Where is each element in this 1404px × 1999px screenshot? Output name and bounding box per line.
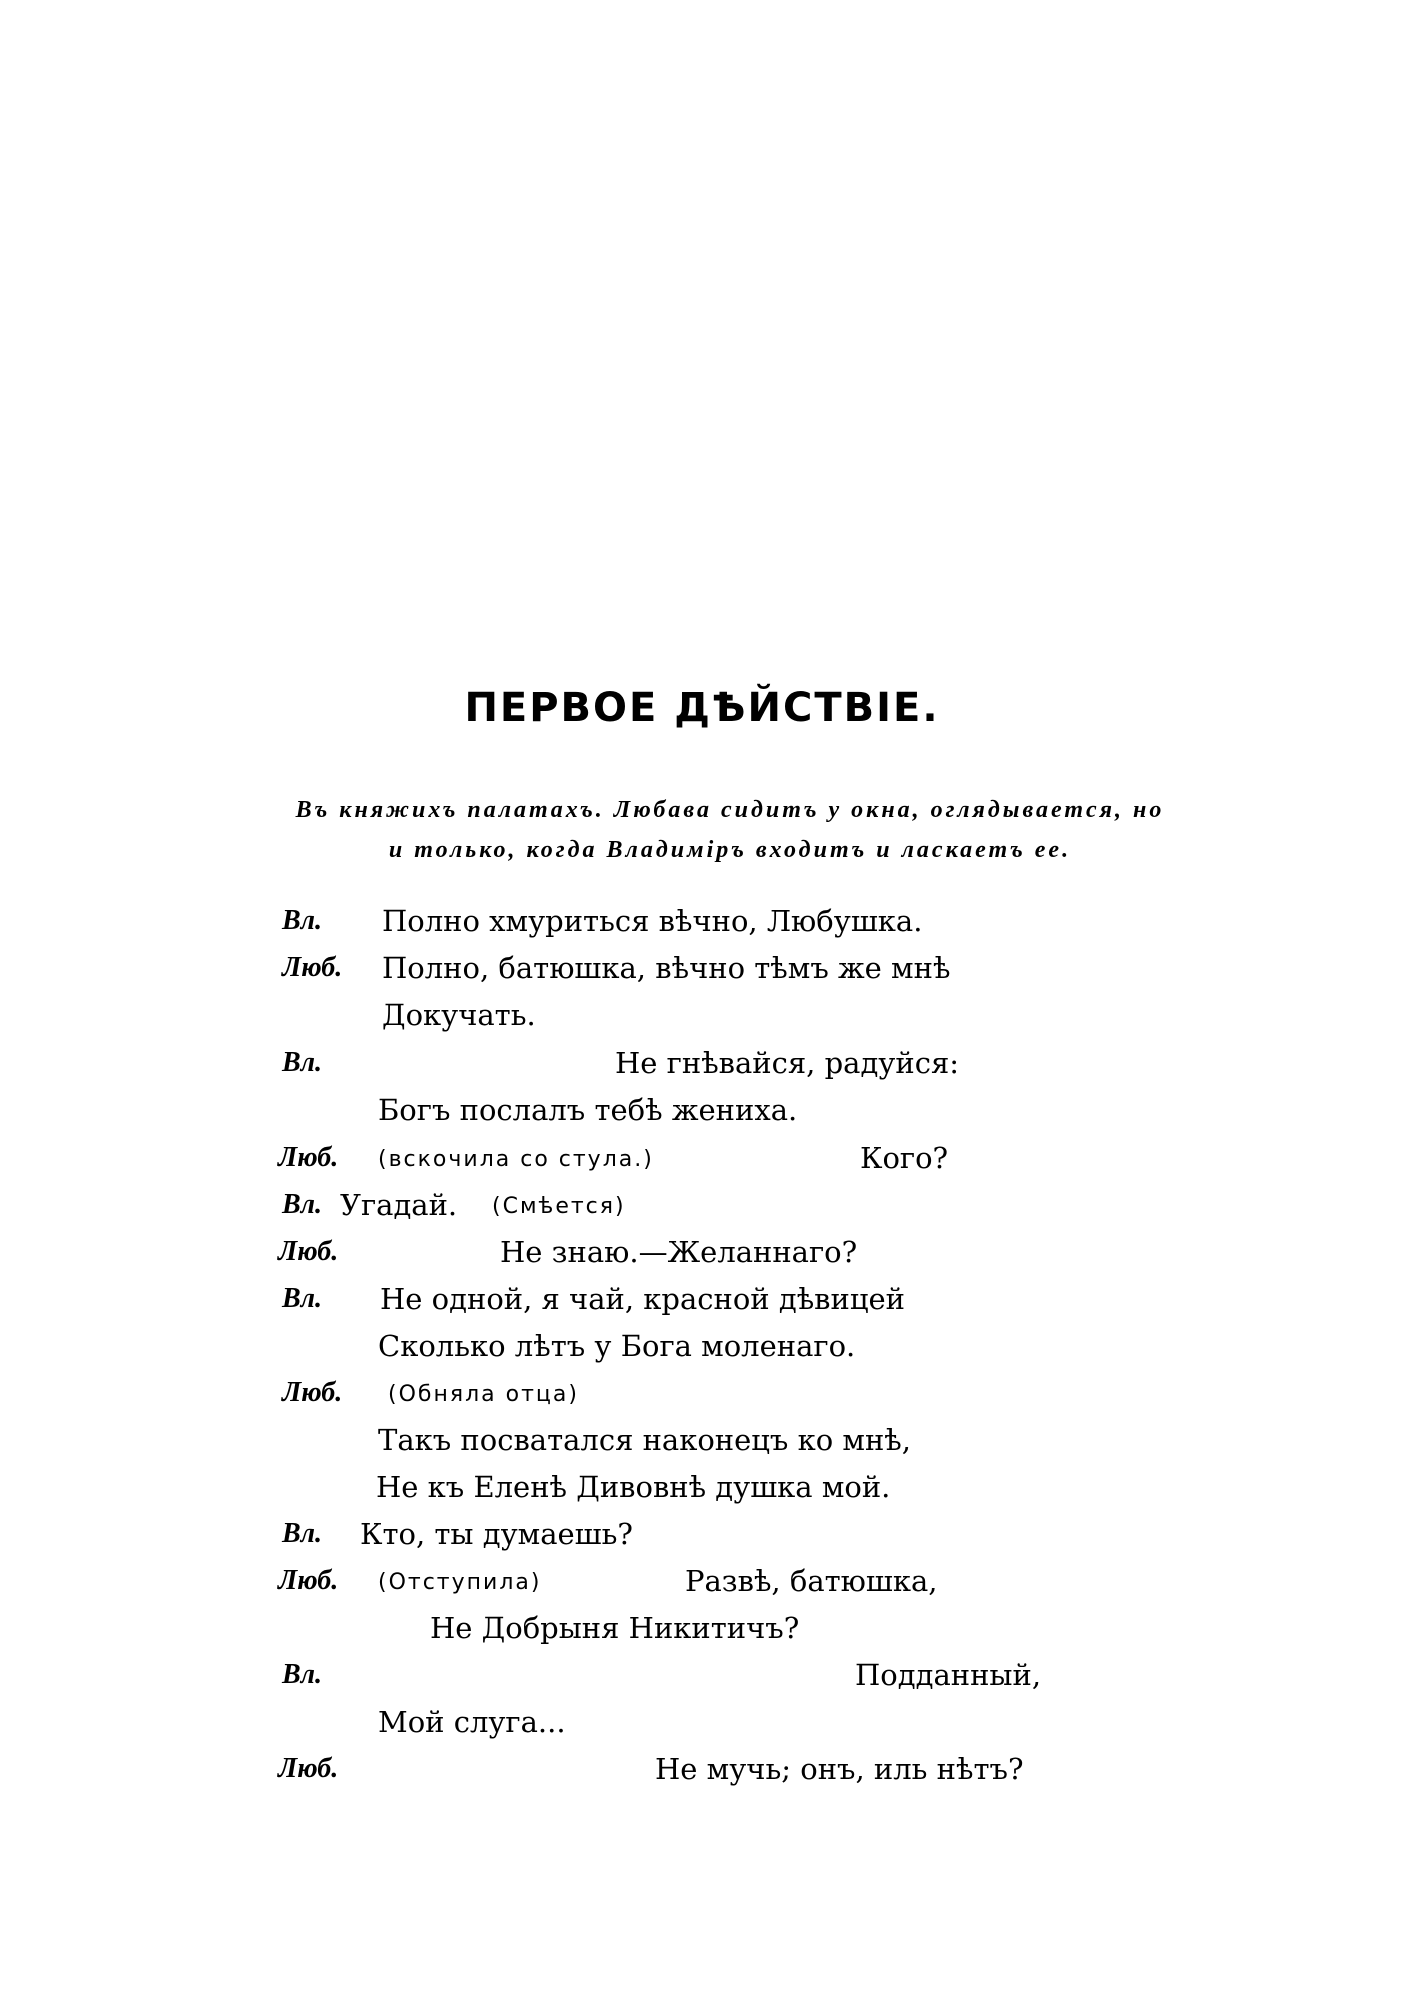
- dialogue-line: Кто, ты думаешь?: [360, 1517, 633, 1551]
- dialogue-continuation: Сколько лѣтъ у Бога моленаго.: [378, 1329, 856, 1363]
- speaker-label: Вл.: [282, 1659, 323, 1690]
- speaker-label: Вл.: [282, 905, 323, 936]
- speaker-label: Люб.: [278, 1142, 339, 1173]
- act-heading: ПЕРВОЕ ДѢЙСТВІЕ.: [464, 685, 940, 731]
- dialogue-line: Полно хмуриться вѣчно, Любушка.: [382, 904, 923, 938]
- speaker-label: Вл.: [282, 1189, 323, 1220]
- dialogue-continuation: Докучать.: [382, 998, 536, 1032]
- stage-aside: (Обняла отца): [388, 1382, 579, 1407]
- speaker-label: Люб.: [278, 1753, 339, 1784]
- dialogue-continuation: Богъ послалъ тебѣ жениха.: [378, 1093, 798, 1127]
- speaker-label: Люб.: [282, 1377, 343, 1408]
- speaker-label: Люб.: [282, 952, 343, 983]
- dialogue-continuation: Не Добрыня Никитичъ?: [430, 1611, 800, 1645]
- dialogue-line: Не гнѣвайся, радуйся:: [615, 1046, 960, 1080]
- dialogue-line: Угадай.: [340, 1188, 458, 1222]
- dialogue-line: Подданный,: [855, 1658, 1042, 1692]
- speaker-label: Вл.: [282, 1283, 323, 1314]
- stage-aside: (вскочила со стула.): [378, 1147, 654, 1172]
- dialogue-line: Полно, батюшка, вѣчно тѣмъ же мнѣ: [382, 951, 951, 985]
- speaker-label: Люб.: [278, 1236, 339, 1267]
- stage-aside: (Отступила): [378, 1570, 542, 1595]
- speaker-label: Люб.: [278, 1565, 339, 1596]
- dialogue-line: Такъ посватался наконецъ ко мнѣ,: [378, 1423, 911, 1457]
- dialogue-line: Развѣ, батюшка,: [685, 1564, 938, 1598]
- dialogue-line: Кого?: [860, 1141, 949, 1175]
- dialogue-line: Не знаю.—Желаннаго?: [500, 1235, 858, 1269]
- dialogue-continuation: Мой слуга...: [378, 1705, 566, 1739]
- speaker-label: Вл.: [282, 1047, 323, 1078]
- dialogue-line: Не одной, я чай, красной дѣвицей: [380, 1282, 905, 1316]
- speaker-label: Вл.: [282, 1518, 323, 1549]
- stage-aside: (Смѣется): [492, 1194, 626, 1219]
- stage-direction-line-1: Въ княжихъ палатахъ. Любава сидитъ у окна, оглядывается, но: [295, 797, 1165, 823]
- stage-direction-line-2: и только, когда Владиміръ входитъ и ласкаетъ ее.: [388, 837, 1072, 863]
- dialogue-continuation: Не къ Еленѣ Дивовнѣ душка мой.: [376, 1470, 891, 1504]
- dialogue-line: Не мучь; онъ, иль нѣтъ?: [655, 1752, 1024, 1786]
